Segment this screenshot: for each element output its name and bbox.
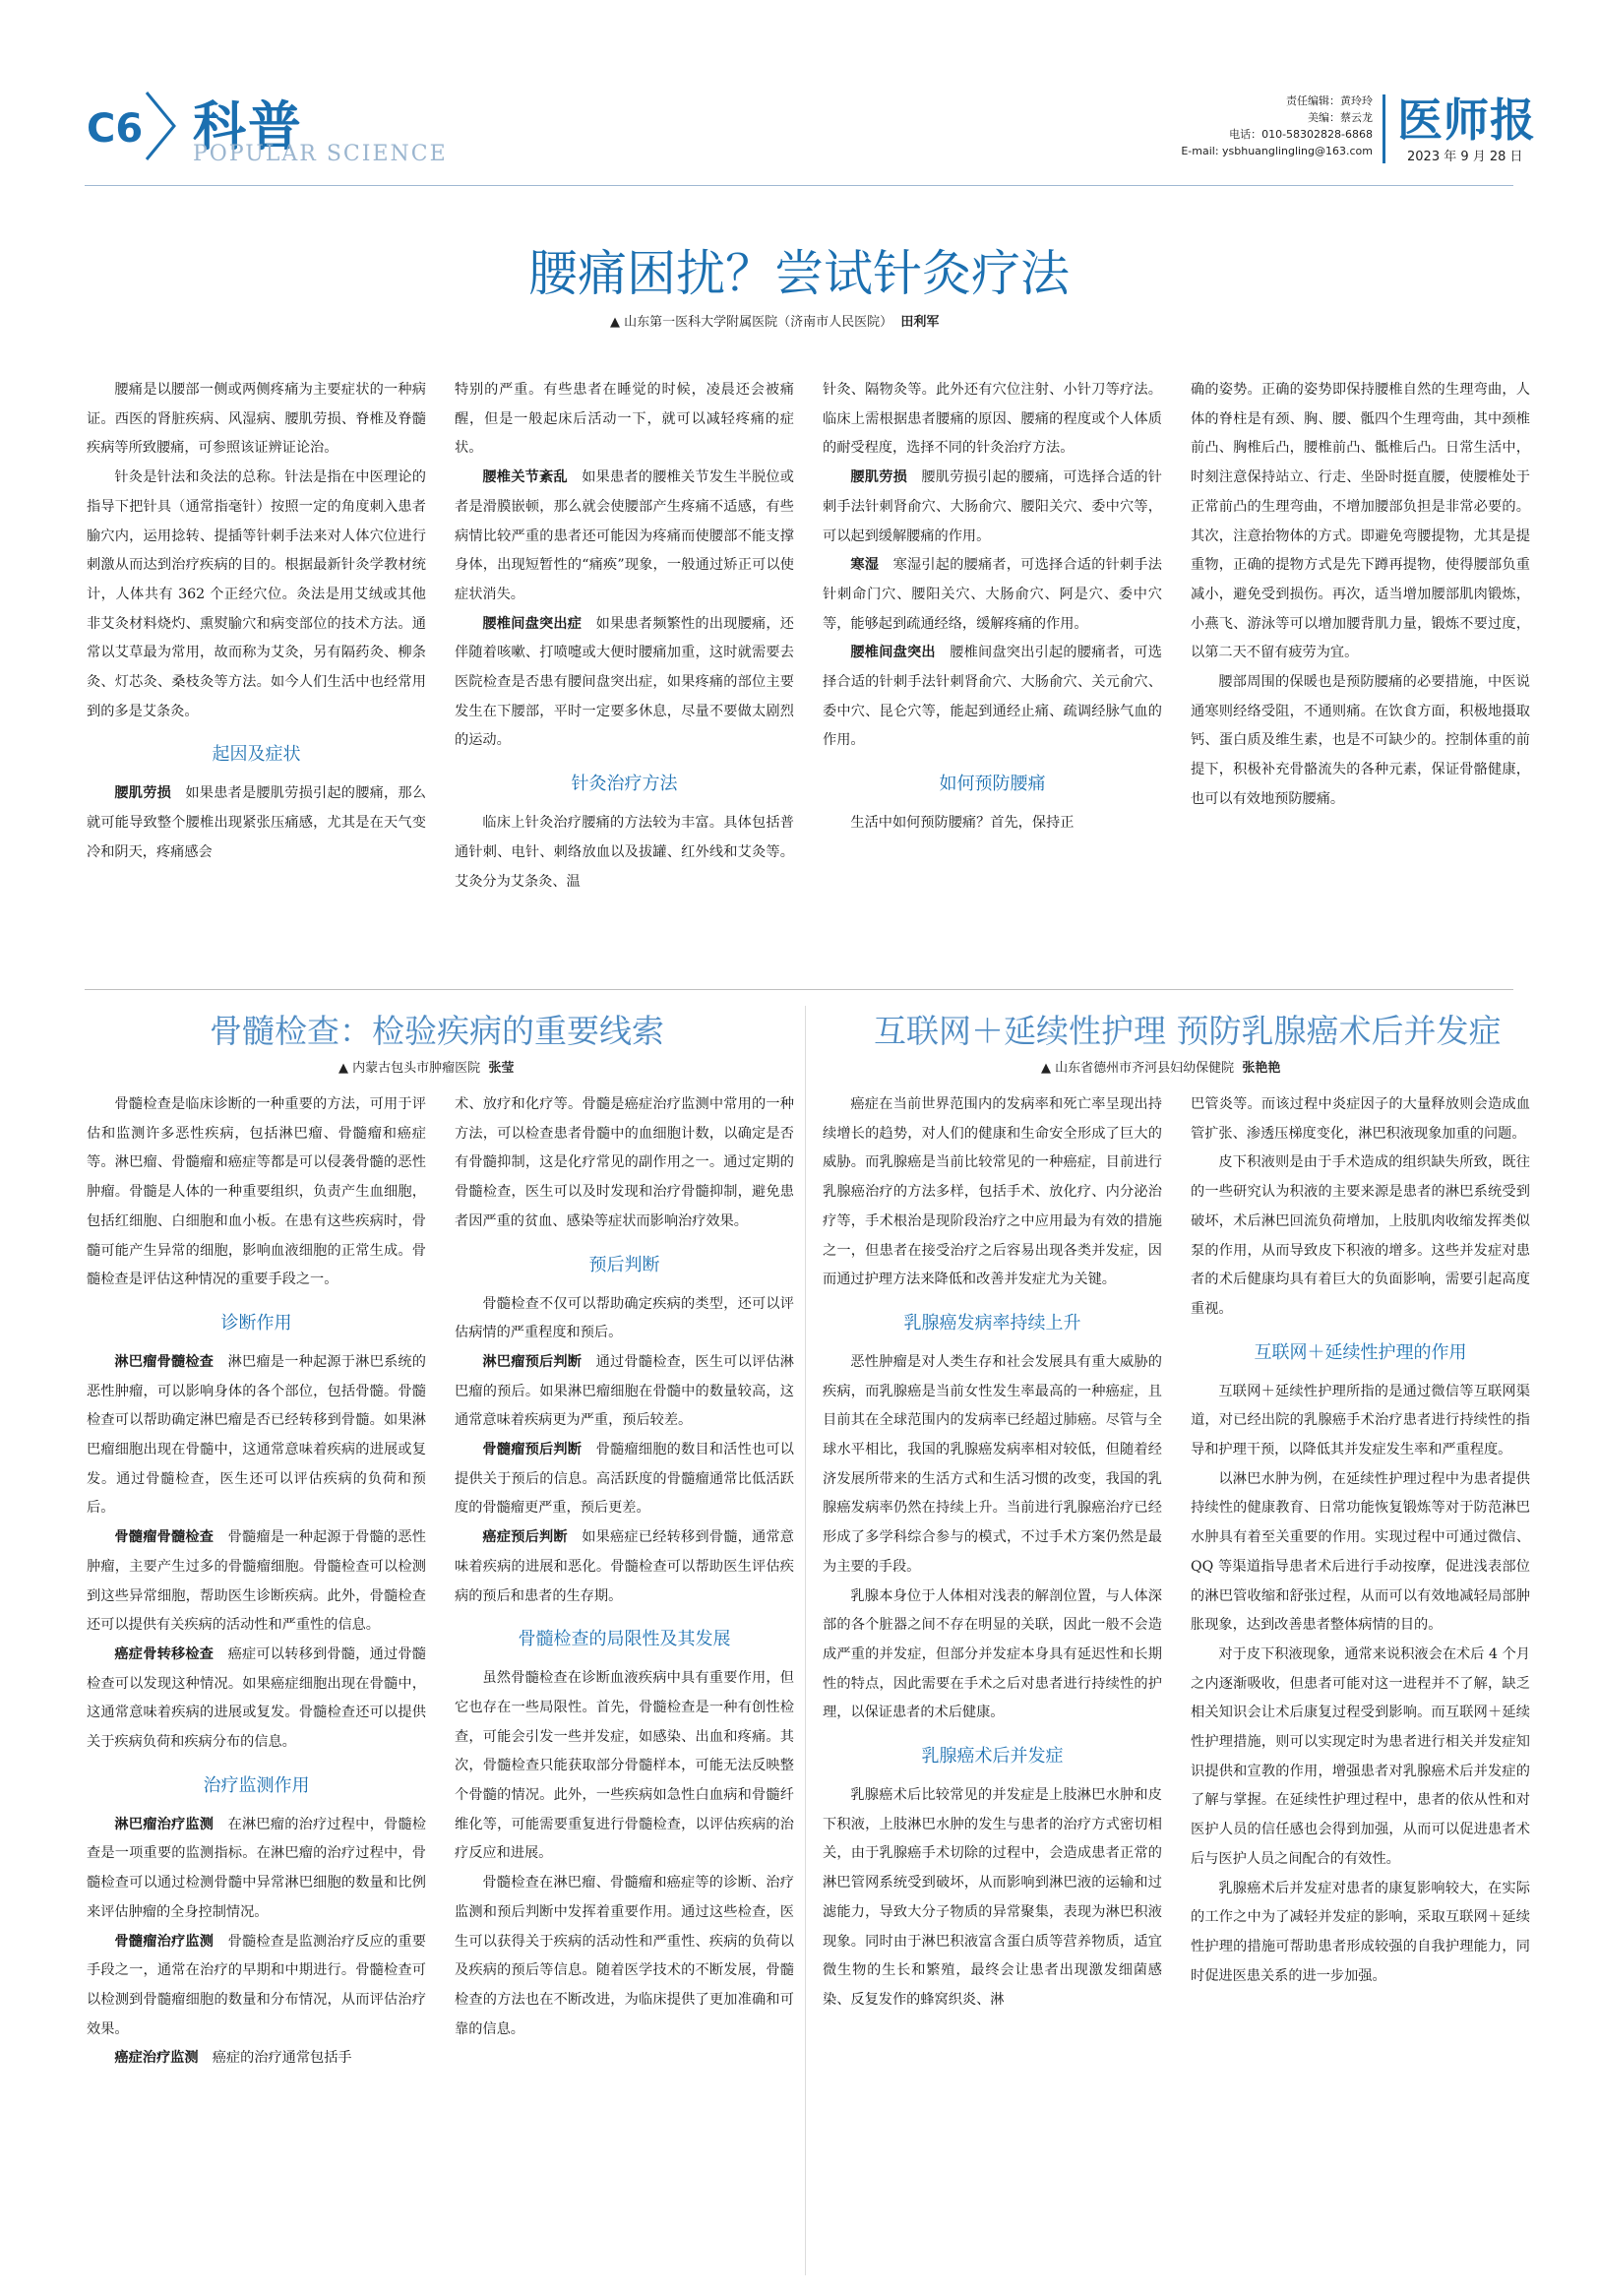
paragraph [87,1811,426,1928]
paragraph [823,1781,1162,2016]
article-byline [1041,1057,1280,1076]
subheading: 骨髓检查的局限性及其发展 [518,1629,731,1650]
phone-line: 电话：010-58302828-6868 [1229,128,1373,141]
designer-line: 美编：蔡云龙 [1308,111,1373,124]
paragraph-text: 癌症可以转移到骨髓，通过骨髓检查可以发现这种情况。如果癌症细胞出现在骨髓中，这通常意味着疾病的进展或复发。骨髓检查还可以提供关于疾病负荷和疾病分布的信息。 [87,1645,426,1751]
paragraph [823,376,1162,464]
lead-in: 寒湿 [850,557,880,574]
newspaper-logo: 医师报 [1397,93,1536,147]
subheading: 如何预防腰痛 [939,774,1046,795]
paragraph [87,1523,426,1641]
paragraph-text: 乳腺本身位于人体相对浅表的解剖位置，与人体深部的各个脏器之间不存在明显的关联，因此一般不会造成严重的并发症，但部分并发症本身具有延迟性和长期性的特点，因此需要在手术之后对患者进行持续性的护理，以保证患者的术后健康。 [823,1587,1162,1721]
article-column [1191,376,1530,815]
paragraph-text: 针灸是针法和灸法的总称。针法是指在中医理论的指导下把针具（通常指毫针）按照一定的角度刺入患者腧穴内，运用捻转、提插等针刺手法来对人体穴位进行刺激从而达到治疗疾病的目的。根据最新针灸学教材统计，人体共有 362 个正经穴位。灸法是用艾绒或其他非艾灸材料烧灼、熏熨腧穴和病变部位的技术方法。通常以艾草最为常用，故而称为艾灸，另有隔药灸、柳条灸、灯芯灸、桑枝灸等方法。如今人们生活中也经常用到的多是艾条灸。 [87,469,426,719]
paragraph [455,376,794,464]
paragraph-text: 虽然骨髓检查在诊断血液疾病中具有重要作用，但它也存在一些局限性。首先，骨髓检查是一种有创性检查，可能会引发一些并发症，如感染、出血和疼痛。其次，骨髓检查只能获取部分骨髓样本，可能无法反映整个骨髓的情况。此外，一些疾病如急性白血病和骨髓纤维化等，可能需要重复进行骨髓检查，以评估疾病的治疗反应和进展。 [455,1670,794,1862]
paragraph-text: 骨髓检查是临床诊断的一种重要的方法，可用于评估和监测许多恶性疾病，包括淋巴瘤、骨髓瘤和癌症等。淋巴瘤、骨髓瘤和癌症等都是可以侵袭骨髓的恶性肿瘤。骨髓是人体的一种重要组织，负责产生血细胞，包括红细胞、白细胞和血小板。在患有这些疾病时，骨髓可能产生异常的细胞，影响血液细胞的正常生成。骨髓检查是评估这种情况的重要手段之一。 [87,1096,426,1288]
chevron-right-icon [143,91,178,161]
paragraph-text: 骨髓瘤是一种起源于骨髓的恶性肿瘤，主要产生过多的骨髓瘤细胞。骨髓检查可以检测到这些异常细胞，帮助医生诊断疾病。此外，骨髓检查还可以提供有关疾病的活动性和严重性的信息。 [87,1529,426,1634]
header-rule [85,185,1513,186]
lead-in: 腰椎间盘突出 [850,645,936,661]
article-column [87,376,426,868]
byline-author: 张莹 [488,1061,515,1076]
paragraph [1191,1465,1530,1641]
paragraph [823,551,1162,639]
issue-date: 2023 年 9 月 28 日 [1407,150,1523,164]
subheading: 针灸治疗方法 [571,774,678,795]
paragraph-text: 以淋巴水肿为例，在延续性护理过程中为患者提供持续性的健康教育、日常功能恢复锻炼等对于防范淋巴水肿具有着至关重要的作用。实现过程中可通过微信、QQ 等渠道指导患者术后进行手动按摩，促进浅表部位的淋巴管收缩和舒张过程，从而可以有效地减轻局部肿胀现象，达到改善患者整体病情的目的。 [1191,1470,1530,1634]
header-divider [1383,94,1385,163]
subheading: 起因及症状 [212,744,301,766]
paragraph-text: 骨髓检查是监测治疗反应的重要手段之一，通常在治疗的早期和中期进行。骨髓检查可以检测到骨髓瘤细胞的数量和分布情况，从而评估治疗效果。 [87,1933,426,2037]
paragraph [823,1348,1162,1582]
byline-author: 张艳艳 [1242,1061,1281,1076]
paragraph-text: 乳腺癌术后比较常见的并发症是上肢淋巴水肿和皮下积液，上肢淋巴水肿的发生与患者的治疗方式密切相关，由于乳腺癌手术切除的过程中，会造成患者正常的淋巴管网系统受到破坏，从而影响到淋巴液的运输和过滤能力，导致大分子物质的异常聚集，表现为淋巴积液现象。同时由于淋巴积液富含蛋白质等营养物质，适宜微生物的生长和繁殖，最终会让患者出现激发细菌感染、反复发作的蜂窝织炎、淋 [823,1787,1162,2008]
paragraph-text: 特别的严重。有些患者在睡觉的时候，凌晨还会被痛醒，但是一般起床后活动一下，就可以减轻疼痛的症状。 [455,382,794,457]
paragraph-text: 如果患者频繁性的出现腰痛，还伴随着咳嗽、打喷嚏或大便时腰痛加重，这时就需要去医院检查是否患有腰间盘突出症，如果疼痛的部位主要发生在下腰部，平时一定要多休息，尽量不要做太剧烈的运动。 [455,615,794,749]
paragraph [1191,668,1530,815]
article-title: 互联网＋延续性护理 预防乳腺癌术后并发症 [874,1012,1502,1050]
byline-org: ▲ 内蒙古包头市肿瘤医院 [338,1061,481,1076]
paragraph [87,464,426,726]
paragraph-text: 巴管炎等。而该过程中炎症因子的大量释放则会造成血管扩张、渗透压梯度变化，淋巴积液现象加重的问题。 [1191,1096,1530,1142]
paragraph-text: 恶性肿瘤是对人类生存和社会发展具有重大威胁的疾病，而乳腺癌是当前女性发生率最高的一种癌症，且目前其在全球范围内的发病率已经超过肺癌。尽管与全球水平相比，我国的乳腺癌发病率相对较低，但随着经济发展所带来的生活方式和生活习惯的改变，我国的乳腺癌发病率仍然在持续上升。当前进行乳腺癌治疗已经形成了多学科综合参与的模式，不过手术方案仍然是最为主要的手段。 [823,1353,1162,1575]
paragraph [87,1928,426,2045]
lead-in: 淋巴瘤骨髓检查 [114,1353,215,1370]
subheading: 乳腺癌发病率持续上升 [903,1312,1081,1334]
paragraph-text: 腰痛是以腰部一侧或两侧疼痛为主要症状的一种病证。西医的肾脏疾病、风湿病、腰肌劳损、脊椎及脊髓疾病等所致腰痛，可参照该证辨证论治。 [87,382,426,457]
paragraph-text: 针灸、隔物灸等。此外还有穴位注射、小针刀等疗法。临床上需根据患者腰痛的原因、腰痛的程度或个人体质的耐受程度，选择不同的针灸治疗方法。 [823,382,1162,457]
paragraph-text: 在淋巴瘤的治疗过程中，骨髓检查是一项重要的监测指标。在淋巴瘤的治疗过程中，骨髓检查可以通过检测骨髓中异常淋巴细胞的数量和比例来评估肿瘤的全身控制情况。 [87,1816,426,1920]
paragraph [87,1641,426,1758]
lead-in: 淋巴瘤治疗监测 [114,1816,215,1832]
article-title: 骨髓检查：检验疾病的重要线索 [210,1012,664,1050]
lead-in: 骨髓瘤治疗监测 [114,1933,215,1950]
page-number: C6 [87,106,144,152]
paragraph-text: 寒湿引起的腰痛者，可选择合适的针刺手法针刺命门穴、腰阳关穴、大肠俞穴、阿是穴、委中穴等，能够起到疏通经络，缓解疼痛的作用。 [823,557,1162,632]
paragraph [823,639,1162,756]
paragraph-text: 腰肌劳损引起的腰痛，可选择合适的针刺手法针刺肾俞穴、大肠俞穴、腰阳关穴、委中穴等，可以起到缓解腰痛的作用。 [823,469,1162,544]
lead-in: 淋巴瘤预后判断 [482,1353,583,1370]
paragraph-text: 如果患者是腰肌劳损引起的腰痛，那么就可能导致整个腰椎出现紧张压痛感，尤其是在天气变冷和阴天，疼痛感会 [87,785,426,860]
paragraph-text: 临床上针灸治疗腰痛的方法较为丰富。具体包括普通针刺、电针、刺络放血以及拔罐、红外线和艾灸等。艾灸分为艾条灸、温 [455,815,794,890]
paragraph [455,464,794,610]
paragraph [1191,1641,1530,1875]
paragraph [455,1090,794,1237]
section-subtitle: POPULAR SCIENCE [193,142,448,166]
article-column [87,1090,426,2074]
article-column [823,1090,1162,2016]
paragraph-text: 如果癌症已经转移到骨髓，通常意味着疾病的进展和恶化。骨髓检查可以帮助医生评估疾病的预后和患者的生存期。 [455,1529,794,1604]
article-column [455,1090,794,2044]
lead-in: 腰椎间盘突出症 [482,615,583,632]
subheading: 预后判断 [588,1254,660,1275]
paragraph [87,1348,426,1523]
paragraph [823,464,1162,551]
paragraph-text: 皮下积液则是由于手术造成的组织缺失所致，既往的一些研究认为积液的主要来源是患者的淋巴系统受到破坏，术后淋巴回流负荷增加，上肢肌肉收缩发挥类似泵的作用，从而导致皮下积液的增多。这些并发症对患者的术后健康均具有着巨大的负面影响，需要引起高度重视。 [1191,1154,1530,1317]
paragraph-text: 乳腺癌术后并发症对患者的康复影响较大，在实际的工作之中为了减轻并发症的影响，采取互联网＋延续性护理的措施可帮助患者形成较强的自我护理能力，同时促进医患关系的进一步加强。 [1191,1880,1530,1984]
paragraph [87,779,426,867]
subheading: 互联网＋延续性护理的作用 [1254,1341,1467,1363]
section-divider [85,989,1513,990]
paragraph [455,1869,794,2044]
paragraph [823,809,1162,838]
paragraph [1191,1090,1530,1148]
article-column [455,376,794,897]
paragraph-text: 术、放疗和化疗等。骨髓是癌症治疗监测中常用的一种方法，可以检查患者骨髓中的血细胞计数，以确定是否有骨髓抑制，这是化疗常见的副作用之一。通过定期的骨髓检查，医生可以及时发现和治疗骨髓抑制，避免患者因严重的贫血、感染等症状而影响治疗效果。 [455,1096,794,1229]
paragraph [455,1436,794,1523]
paragraph-text: 淋巴瘤是一种起源于淋巴系统的恶性肿瘤，可以影响身体的各个部位，包括骨髓。骨髓检查可以帮助确定淋巴瘤是否已经转移到骨髓。如果淋巴瘤细胞出现在骨髓中，这通常意味着疾病的进展或复发。通过骨髓检查，医生还可以评估疾病的负荷和预后。 [87,1353,426,1517]
paragraph [823,1090,1162,1295]
lead-in: 腰肌劳损 [114,785,171,802]
subheading: 诊断作用 [220,1312,292,1334]
paragraph-text: 腰部周围的保暖也是预防腰痛的必要措施，中医说通寒则经络受阻，不通则痛。在饮食方面，积极地摄取钙、蛋白质及维生素，也是不可缺少的。控制体重的前提下，积极补充骨骼流失的各种元素，保证骨骼健康，也可以有效地预防腰痛。 [1191,674,1530,807]
paragraph [1191,1378,1530,1465]
paragraph [455,1348,794,1436]
email-line: E-mail: ysbhuanglingling@163.com [1181,145,1373,157]
paragraph-text: 骨髓瘤细胞的数目和活性也可以提供关于预后的信息。高活跃度的骨髓瘤通常比低活跃度的骨髓瘤更严重，预后更差。 [455,1442,794,1517]
byline-org: ▲ 山东省德州市齐河县妇幼保健院 [1041,1061,1235,1076]
editor-info [1132,93,1373,159]
paragraph [1191,1875,1530,1992]
paragraph [455,1523,794,1611]
lead-in: 癌症骨转移检查 [114,1645,215,1662]
paragraph [87,2044,426,2074]
lead-in: 腰肌劳损 [850,469,907,486]
subheading: 治疗监测作用 [203,1774,310,1796]
paragraph-text: 癌症的治疗通常包括手 [212,2050,352,2067]
paragraph-text: 确的姿势。正确的姿势即保持腰椎自然的生理弯曲，人体的脊柱是有颈、胸、腰、骶四个生理弯曲，其中颈椎前凸、胸椎后凸，腰椎前凸、骶椎后凸。日常生活中，时刻注意保持站立、行走、坐卧时挺直腰，使腰椎处于正常前凸的生理弯曲，不增加腰部负担是非常必要的。其次，注意抬物体的方式。即避免弯腰提物，尤其是提重物，正确的提物方式是先下蹲再提物，使得腰部负重减小，避免受到损伤。再次，适当增加腰部肌肉锻炼，小燕飞、游泳等可以增加腰背肌力量，锻炼不要过度，以第二天不留有疲劳为宜。 [1191,382,1530,661]
paragraph-text: 骨髓检查在淋巴瘤、骨髓瘤和癌症等的诊断、治疗监测和预后判断中发挥着重要作用。通过这些检查，医生可以获得关于疾病的活动性和严重性、疾病的负荷以及疾病的预后等信息。随着医学技术的不断发展，骨髓检查的方法也在不断改进，为临床提供了更加准确和可靠的信息。 [455,1875,794,2037]
paragraph [87,376,426,464]
column-divider [805,1006,806,2275]
paragraph-text: 互联网＋延续性护理所指的是通过微信等互联网渠道，对已经出院的乳腺癌手术治疗患者进行持续性的指导和护理干预，以降低其并发症发生率和严重程度。 [1191,1383,1530,1458]
paragraph [87,1090,426,1295]
article-byline [610,311,939,330]
paragraph [455,809,794,897]
editor-line: 责任编辑：黄玲玲 [1286,94,1373,107]
paragraph [823,1582,1162,1729]
article-title: 腰痛困扰？尝试针灸疗法 [528,245,1070,302]
paragraph-text: 腰椎间盘突出引起的腰痛者，可选择合适的针刺手法针刺肾俞穴、大肠俞穴、关元俞穴、委中穴、昆仑穴等，能起到通经止痛、疏调经脉气血的作用。 [823,645,1162,749]
lead-in: 腰椎关节紊乱 [482,469,568,486]
byline-author: 田利军 [900,315,940,330]
section-title: 科普 [193,95,303,157]
paragraph [455,610,794,757]
paragraph-text: 如果患者的腰椎关节发生半脱位或者是滑膜嵌顿，那么就会使腰部产生疼痛不适感，有些病情比较严重的患者还可能因为疼痛而使腰部不能支撑身体，出现短暂性的“痛痪”现象，一般通过矫正可以使症状消失。 [455,469,794,602]
paragraph [1191,1148,1530,1324]
article-column [1191,1090,1530,1991]
lead-in: 癌症预后判断 [482,1529,568,1546]
lead-in: 癌症治疗监测 [114,2050,199,2067]
paragraph-text: 对于皮下积液现象，通常来说积液会在术后 4 个月之内逐渐吸收，但患者可能对这一进程并不了解，缺乏相关知识会让术后康复过程受到影响。而互联网＋延续性护理措施，则可以实现定时为患者进行相关并发症知识提供和宣教的作用，增强患者对乳腺癌术后并发症的了解与掌握。在延续性护理过程中，患者的依从性和对医护人员的信任感也会得到加强，从而可以促进患者术后与医护人员之间配合的有效性。 [1191,1645,1530,1867]
paragraph [455,1664,794,1869]
lead-in: 骨髓瘤骨髓检查 [114,1529,215,1546]
paragraph [455,1290,794,1348]
subheading: 乳腺癌术后并发症 [921,1746,1064,1768]
paragraph-text: 癌症在当前世界范围内的发病率和死亡率呈现出持续增长的趋势，对人们的健康和生命安全形成了巨大的威胁。而乳腺癌是当前比较常见的一种癌症，目前进行乳腺癌治疗的方法多样，包括手术、放化疗、内分泌治疗等，手术根治是现阶段治疗之中应用最为有效的措施之一，但患者在接受治疗之后容易出现各类并发症，因而通过护理方法来降低和改善并发症尤为关键。 [823,1096,1162,1288]
byline-org: ▲ 山东第一医科大学附属医院（济南市人民医院） [610,315,893,330]
paragraph-text: 生活中如何预防腰痛？首先，保持正 [850,815,1075,832]
paragraph-text: 骨髓检查不仅可以帮助确定疾病的类型，还可以评估病情的严重程度和预后。 [455,1295,794,1341]
article-byline [338,1057,514,1076]
lead-in: 骨髓瘤预后判断 [482,1442,583,1458]
paragraph-text: 通过骨髓检查，医生可以评估淋巴瘤的预后。如果淋巴瘤细胞在骨髓中的数量较高，这通常意味着疾病更为严重，预后较差。 [455,1353,794,1429]
article-column [823,376,1162,838]
paragraph [1191,376,1530,668]
